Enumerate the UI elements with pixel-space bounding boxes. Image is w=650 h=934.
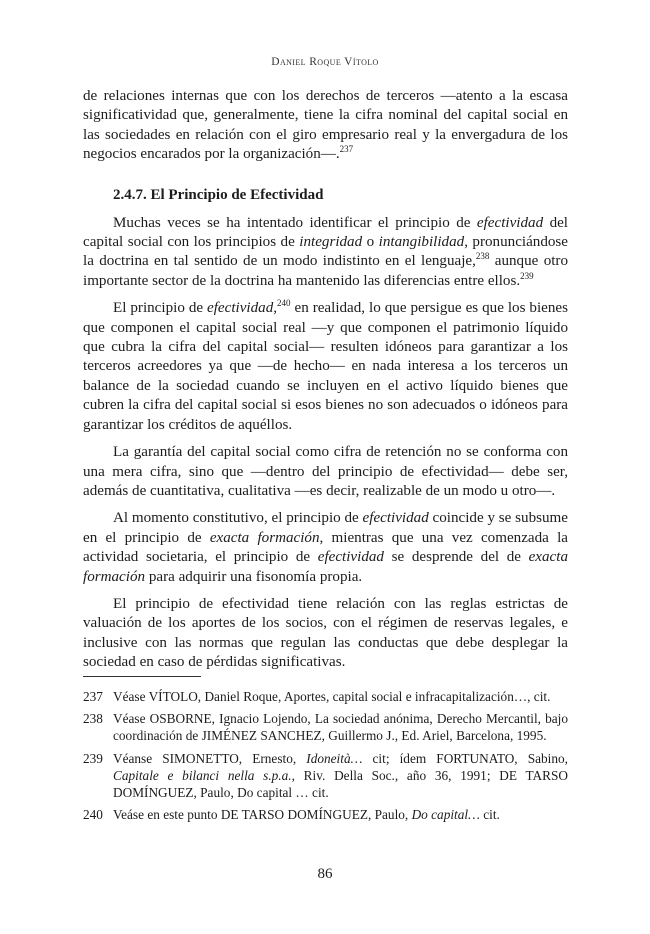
footnote-ref: 240 [277, 298, 291, 309]
italic-term: Capitale e bilanci nella s.p.a. [113, 767, 292, 783]
text-run: se desprende del de [383, 549, 529, 566]
text-run: , pronunciándose la doctrina en tal sentido de un modo indistinto en el lenguaje, [83, 234, 568, 270]
footnote-separator [83, 676, 201, 677]
paragraph [83, 443, 568, 501]
text-run: o [362, 234, 379, 251]
footnote-number: 240 [83, 807, 103, 823]
text-run: La garantía del capital social como cifra de retención no se conforma con una mera cifra, sino que —dentro del principio de efectividad— debe ser, además de cuantitativa, cualitativa —es decir, realizable de un modo u otro—. [83, 444, 568, 499]
paragraph [83, 595, 568, 673]
footnote-ref: 237 [339, 144, 354, 155]
text-run: de relaciones internas que con los derechos de terceros —atento a la escasa significatividad que, generalmente, tiene la cifra nominal del capital social en las sociedades en relación con el giro empresario real y la envergadura de los negocios encarados por la organización—. [83, 88, 568, 163]
page-number: 86 [317, 866, 333, 882]
footnote-text [113, 750, 568, 802]
italic-term: efectividad [207, 300, 274, 317]
footnote-number: 239 [83, 750, 103, 766]
paragraph-continuation [83, 87, 568, 165]
text-run: en realidad, lo que persigue es que los bienes que componen el capital social real —y que componen el patrimonio líquido que cubra la cifra del capital social— resulten idóneos para garantizar a los terceros acreedores ya que —de hecho— en nada interesa a los terceros un balance de la sociedad cuando se incluyen en el activo líquido bienes que cubren la cifra del capital social si esos bienes no son adecuados o idóneos para garantizar los créditos de aquéllos. [83, 300, 568, 433]
italic-term: efectividad [476, 214, 544, 231]
footnote-number: 238 [83, 711, 103, 727]
italic-term: Idoneità… [306, 750, 363, 766]
text-run: cit. [479, 807, 500, 823]
section-heading: 2.4.7. El Principio de Efectividad [113, 186, 324, 203]
italic-term: exacta formación [209, 529, 320, 546]
italic-term: integridad [299, 234, 363, 251]
footnote [83, 750, 568, 802]
italic-term: efectividad [317, 549, 384, 566]
text-run: Véanse SIMONETTO, Ernesto, [113, 750, 307, 766]
footnote-ref: 238 [475, 251, 490, 262]
running-head: Daniel Roque Vítolo [271, 56, 379, 68]
footnote [83, 688, 568, 705]
footnotes [83, 688, 568, 828]
italic-term: efectividad [362, 510, 429, 527]
text-run: El principio de efectividad tiene relación con las reglas estrictas de valuación de los aportes de los socios, con el régimen de reservas legales, e inclusive con las normas que regulan las conductas que debe desplegar la sociedad en caso de pérdidas significativas. [83, 595, 568, 671]
footnote-text [113, 688, 568, 705]
text-run: Véase OSBORNE, Ignacio Lojendo, La sociedad anónima, Derecho Mercantil, bajo coordinación de JIMÉNEZ SANCHEZ, Guillermo J., Ed. Ariel, Barcelona, 1995. [113, 711, 568, 744]
text-run: El principio de [113, 300, 208, 317]
text-run: Veáse en este punto DE TARSO DOMÍNGUEZ, Paulo, [113, 807, 412, 823]
paragraph [83, 509, 568, 587]
footnote-ref: 239 [520, 270, 534, 281]
text-run: Al momento constitutivo, el principio de [113, 510, 363, 527]
paragraph [83, 214, 568, 292]
footnote [83, 806, 568, 823]
body-text [83, 87, 568, 673]
text-run: cit; ídem FORTUNATO, Sabino, [362, 750, 568, 766]
footnote-text [113, 710, 568, 744]
text-run: , Riv. Della Soc., año 36, 1991; DE TARSO DOMÍNGUEZ, Paulo, Do capital … cit. [113, 767, 568, 801]
footnote [83, 710, 568, 744]
footnote-number: 237 [83, 689, 103, 704]
footnote-text [113, 806, 568, 823]
text-run: coincide y se subsume en el principio de [83, 510, 569, 546]
text-run: , mientras que una vez comenzada la actividad societaria, el principio de [83, 529, 568, 566]
italic-term: Do capital… [411, 807, 480, 823]
text-run: aunque otro importante sector de la doctrina ha mantenido las diferencias entre ellos. [83, 253, 569, 289]
italic-term: exacta formación [83, 549, 568, 585]
text-run: Muchas veces se ha intentado identificar el principio de [113, 214, 477, 231]
italic-term: intangibilidad [378, 234, 465, 251]
text-run: para adquirir una fisonomía propia. [145, 568, 363, 585]
paragraph: El principio de efectividad,$^{240}$ en realidad, lo que persigue es que los bienes que componen el capital social real —y que componen el patrimonio líquido que cubra la cifra del capital social— resulten idóneos para garantizar a los terceros acreedores ya que —de hecho— en nada interesa a los terceros un balance de la sociedad cuando se incluyen en el activo líquido bienes que cubren la cifra del capital social si esos bienes no son adecuados o idóneos para garantizar los créditos de aquéllos. [83, 298, 568, 433]
text-run: del capital social con los principios de [83, 214, 569, 251]
text-run: Véase VÍTOLO, Daniel Roque, Aportes, capital social e infracapitalización…, cit. [113, 689, 551, 704]
